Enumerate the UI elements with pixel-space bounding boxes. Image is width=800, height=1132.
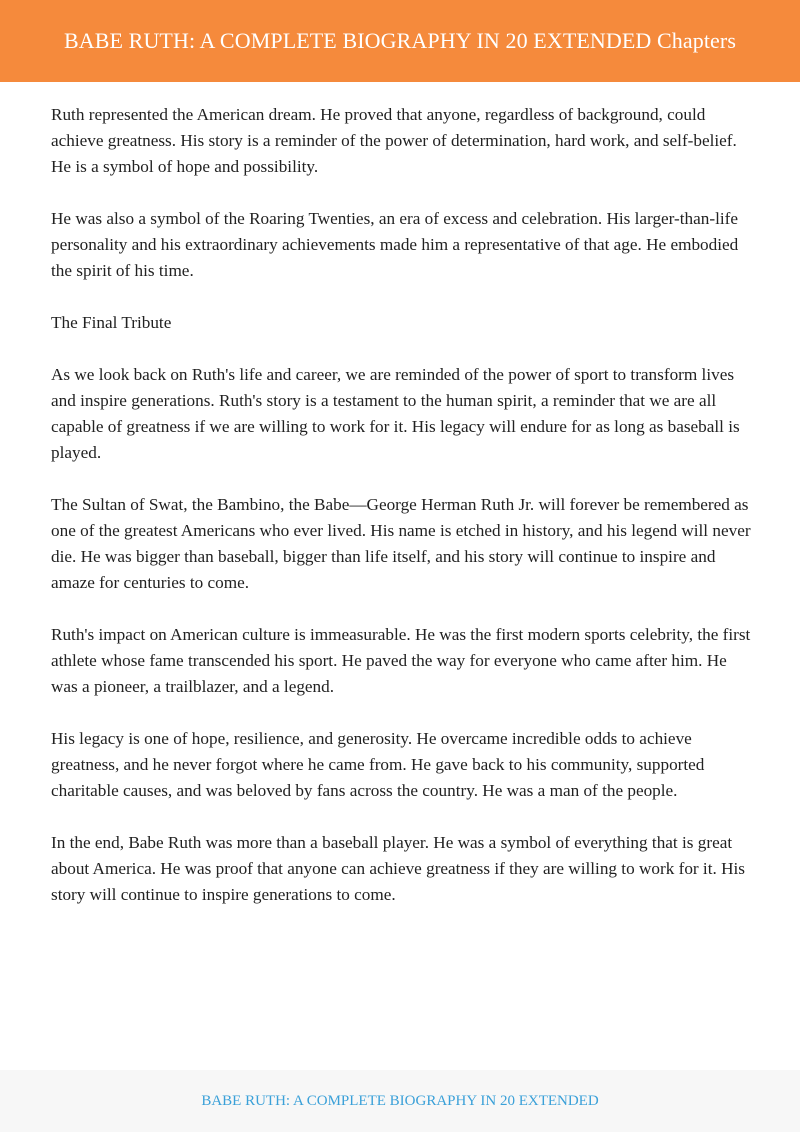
paragraph: He was also a symbol of the Roaring Twenties, an era of excess and celebration. His larger-than-life personality and his extraordinary achievements made him a representative of that age. He embodied the spirit of his time. bbox=[51, 209, 739, 280]
paragraph: Ruth represented the American dream. He proved that anyone, regardless of background, could achieve greatness. His story is a reminder of the power of determination, hard work, and self-belief. He is a symbol of hope and possibility. bbox=[51, 105, 737, 176]
paragraph: The Sultan of Swat, the Bambino, the Babe—George Herman Ruth Jr. will forever be remembered as one of the greatest Americans who ever lived. His name is etched in history, and his legend will never die. He was bigger than baseball, bigger than life itself, and his story will continue to inspire and amaze for centuries to come. bbox=[51, 495, 751, 592]
section-heading: The Final Tribute bbox=[51, 313, 172, 332]
document-body bbox=[51, 102, 757, 934]
paragraph: His legacy is one of hope, resilience, and generosity. He overcame incredible odds to achieve greatness, and he never forgot where he came from. He gave back to his community, supported charitable causes, and was beloved by fans across the country. He was a man of the people. bbox=[51, 729, 705, 800]
paragraph: Ruth's impact on American culture is immeasurable. He was the first modern sports celebrity, the first athlete whose fame transcended his sport. He paved the way for everyone who came after him. He was a pioneer, a trailblazer, and a legend. bbox=[51, 625, 751, 696]
paragraph: As we look back on Ruth's life and career, we are reminded of the power of sport to transform lives and inspire generations. Ruth's story is a testament to the human spirit, a reminder that we are all capable of greatness if we are willing to work for it. His legacy will endure for as long as baseball is played. bbox=[51, 365, 740, 462]
page-footer bbox=[0, 1070, 800, 1132]
header-title: BABE RUTH: A COMPLETE BIOGRAPHY IN 20 EXTENDED Chapters bbox=[64, 28, 736, 53]
footer-title: BABE RUTH: A COMPLETE BIOGRAPHY IN 20 EXTENDED bbox=[201, 1092, 599, 1109]
page-header bbox=[0, 0, 800, 82]
paragraph: In the end, Babe Ruth was more than a baseball player. He was a symbol of everything that is great about America. He was proof that anyone can achieve greatness if they are willing to work for it. His story will continue to inspire generations to come. bbox=[51, 833, 745, 904]
